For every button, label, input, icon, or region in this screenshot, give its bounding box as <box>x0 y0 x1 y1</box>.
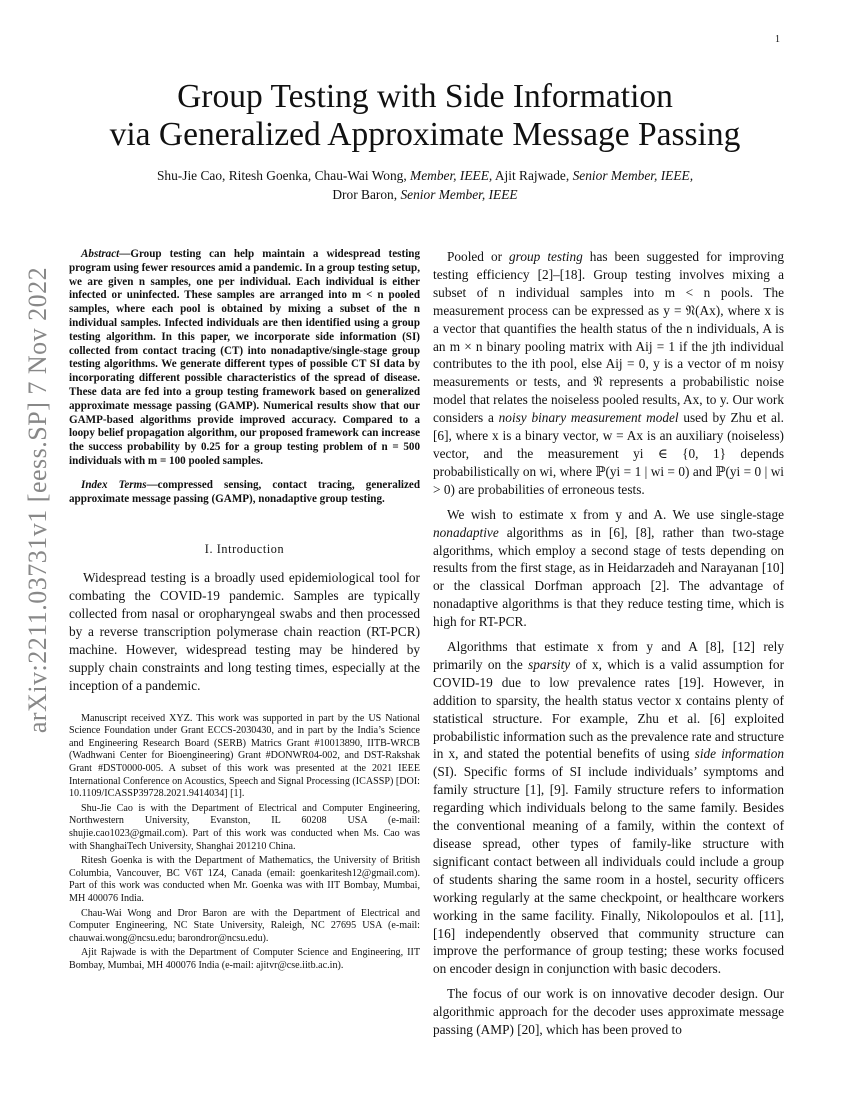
p3-text-2: of x, which is a valid assumption for COVID-19 due to low prevalence rates [19]. However, in addition to sparsity, the health status vector x contains plenty of statistical structure. For example, Zhu et al. [6] exploited probabilistic information such as the prevalence rate and structure in x, and stated the potential benefits of using <box>433 656 784 762</box>
p1-italic-1: group testing <box>509 249 583 264</box>
footnote-manuscript: Manuscript received XYZ. This work was supported in part by the US National Science Foundation under Grant ECCS-2030430, and in part by the India’s Science and Engineering Research Board (SERB) Matrics Grant #10013890, IITB-WRCB (Wadhwani Center for Bioengineering) Grant #DONWR04-002, and DST-Rakshak Grant #DST0000-005. A subset of this work was presented at the 2021 IEEE International Conference on Acoustics, Speech and Signal Processing (ICASSP) [DOI: 10.1109/ICASSP39728.2021.9414034] [1]. <box>69 712 420 800</box>
abstract <box>69 248 420 469</box>
authors-part-1: Shu-Jie Cao, Ritesh Goenka, Chau-Wai Wong, <box>156 168 411 183</box>
authors-role-1: Member, IEEE, <box>410 168 493 183</box>
footnote-rajwade: Ajit Rajwade is with the Department of Computer Science and Engineering, IIT Bombay, Mumbai, MH 400076 India (e-mail: ajitvr@cse.iitb.ac.in). <box>69 947 420 971</box>
footnote-goenka: Ritesh Goenka is with the Department of Mathematics, the University of British Columbia, Vancouver, BC V6T 1Z4, Canada (email: goenkaritesh12@gmail.com). Part of this work was conducted when Mr. Goenka was with IIT Bombay, Mumbai, MH 400076 India. <box>69 855 420 904</box>
authors-part-2: Ajit Rajwade, <box>492 168 573 183</box>
footnotes <box>69 713 420 973</box>
authors-part-3: Dror Baron, <box>332 187 401 202</box>
page-number: 1 <box>775 34 780 45</box>
authors-role-3: Senior Member, IEEE <box>400 187 518 202</box>
p1-text-2: has been suggested for improving testing efficiency [2]–[18]. Group testing involves mixing a subset of n individual samples into m < n pools. The measurement process can be expressed as y = 𝔑(Ax), where x is a vector that quantifies the health status of the n individuals, A is an m × n binary pooling matrix with Aij = 1 if the jth individual contributes to the ith pool, else Aij = 0, y is a vector of m noisy measurements or tests, and 𝔑 represents a probabilistic noise model that relates the noiseless pooled results, Ax, to y. Our work considers a <box>433 249 784 426</box>
footnote-cao: Shu-Jie Cao is with the Department of Electrical and Computer Engineering, Northwestern University, Evanston, IL 60208 USA (e-mail: shujie.cao1023@gmail.com). Part of this work was conducted when Ms. Cao was with ShanghaiTech University, Shanghai 201210 China. <box>69 802 420 852</box>
intro-paragraph-1: Widespread testing is a broadly used epidemiological tool for combating the COVID-19 pandemic. Samples are typically collected from nasal or oropharyngeal swabs and then processed by a reverse transcription polymerase chain reaction (RT-PCR) machine. However, widespread testing may be hindered by supply chain constraints and long testing times, especially at the inception of a pandemic. <box>69 570 420 693</box>
index-terms-text: —compressed sensing, contact tracing, generalized approximate message passing (GAMP), nonadaptive group testing. <box>69 478 420 505</box>
body-paragraph-nonadaptive <box>433 506 784 631</box>
index-terms-lead: Index Terms <box>81 478 147 491</box>
title-line-2: via Generalized Approximate Message Passing <box>109 116 741 153</box>
index-terms <box>69 479 420 507</box>
body-paragraph-pooled-testing <box>433 248 784 499</box>
p3-text-3: (SI). Specific forms of SI include individuals’ symptoms and family structure [1], [9]. Family structure refers to information regarding which individuals belong to the same family. Besides the conventional meaning of a family, within the context of disease spread, other types of family-like structure with significant contact between all individuals could include a group of students sharing the same room in a hostel, security officers working regularly at the same checkpoint, or healthcare workers working in the same facility. Finally, Nikolopoulos et al. [11], [16] independently observed that community structure can improve the performance of group testing; these works focused on encoder design in conjunction with basic decoders. <box>433 764 784 977</box>
author-list <box>70 166 780 204</box>
p1-italic-2: noisy binary measurement model <box>498 410 679 426</box>
p2-italic-1: nonadaptive <box>433 524 499 540</box>
right-column <box>433 248 784 1039</box>
arxiv-stamp-text: arXiv:2211.03731v1 [eess.SP] 7 Nov 2022 <box>23 266 53 734</box>
body-paragraph-side-information <box>433 638 784 978</box>
p3-italic-1: sparsity <box>528 656 571 672</box>
p1-text-1: Pooled or <box>447 249 510 264</box>
p2-text-1: We wish to estimate x from y and A. We use single-stage <box>447 506 784 522</box>
abstract-lead: Abstract <box>81 248 120 260</box>
p1-text-3: used by Zhu et al. [6], where x is a binary vector, w = Ax is an auxiliary (noiseless) vector, and the measurement yi ∈ {0, 1} depends probabilistically on wi, where ℙ(yi = 1 | wi = 0) and ℙ(yi = 0 | wi > 0) are probabilities of erroneous tests. <box>433 410 784 497</box>
paper-title <box>60 78 790 154</box>
p3-text-1: Algorithms that estimate x from y and A [8], [12] rely primarily on the <box>433 639 784 672</box>
title-line-1: Group Testing with Side Information <box>177 78 673 115</box>
footnote-wong-baron: Chau-Wai Wong and Dror Baron are with the Department of Electrical and Computer Engineering, NC State University, Raleigh, NC 27695 USA (e-mail: chauwai.wong@ncsu.edu; barondror@ncsu.edu). <box>69 907 420 944</box>
p2-text-2: algorithms as in [6], [8], rather than two-stage algorithms, which employ a second stage of tests depending on results from the first stage, as in Heidarzadeh and Narayanan [10] or the classical Dorfman approach [2]. The advantage of nonadaptive algorithms is that they reduce testing time, which is high for RT-PCR. <box>433 524 784 630</box>
section-heading-introduction: I. Introduction <box>204 542 285 557</box>
authors-role-2: Senior Member, IEEE, <box>572 168 694 183</box>
abstract-text: —Group testing can help maintain a widespread testing program using fewer resources amid a pandemic. In a group testing setup, we are given n samples, one per individual. Each individual is either infected or uninfected. These samples are arranged into m < n pooled samples, where each pool is obtained by mixing a subset of the n individual samples. Infected individuals are then identified using a group testing algorithm. In this paper, we incorporate side information (SI) collected from contact tracing (CT) into nonadaptive/single-stage group testing algorithms. We generate different types of possible CT SI data by incorporating different possible characteristics of the spread of disease. These data are fed into a group testing framework based on generalized approximate message passing (GAMP). Numerical results show that our GAMP-based algorithms provide improved accuracy. Compared to a loopy belief propagation algorithm, our proposed framework can increase the success probability by 0.25 for a group testing problem of n = 500 individuals with m = 100 pooled samples. <box>69 248 420 467</box>
body-paragraph-decoder: The focus of our work is on innovative decoder design. Our algorithmic approach for the decoder uses approximate message passing (AMP) [20], which has been proved to <box>433 986 784 1038</box>
arxiv-stamp <box>18 266 58 734</box>
left-column <box>69 248 420 975</box>
p3-italic-2: side information <box>694 746 785 762</box>
